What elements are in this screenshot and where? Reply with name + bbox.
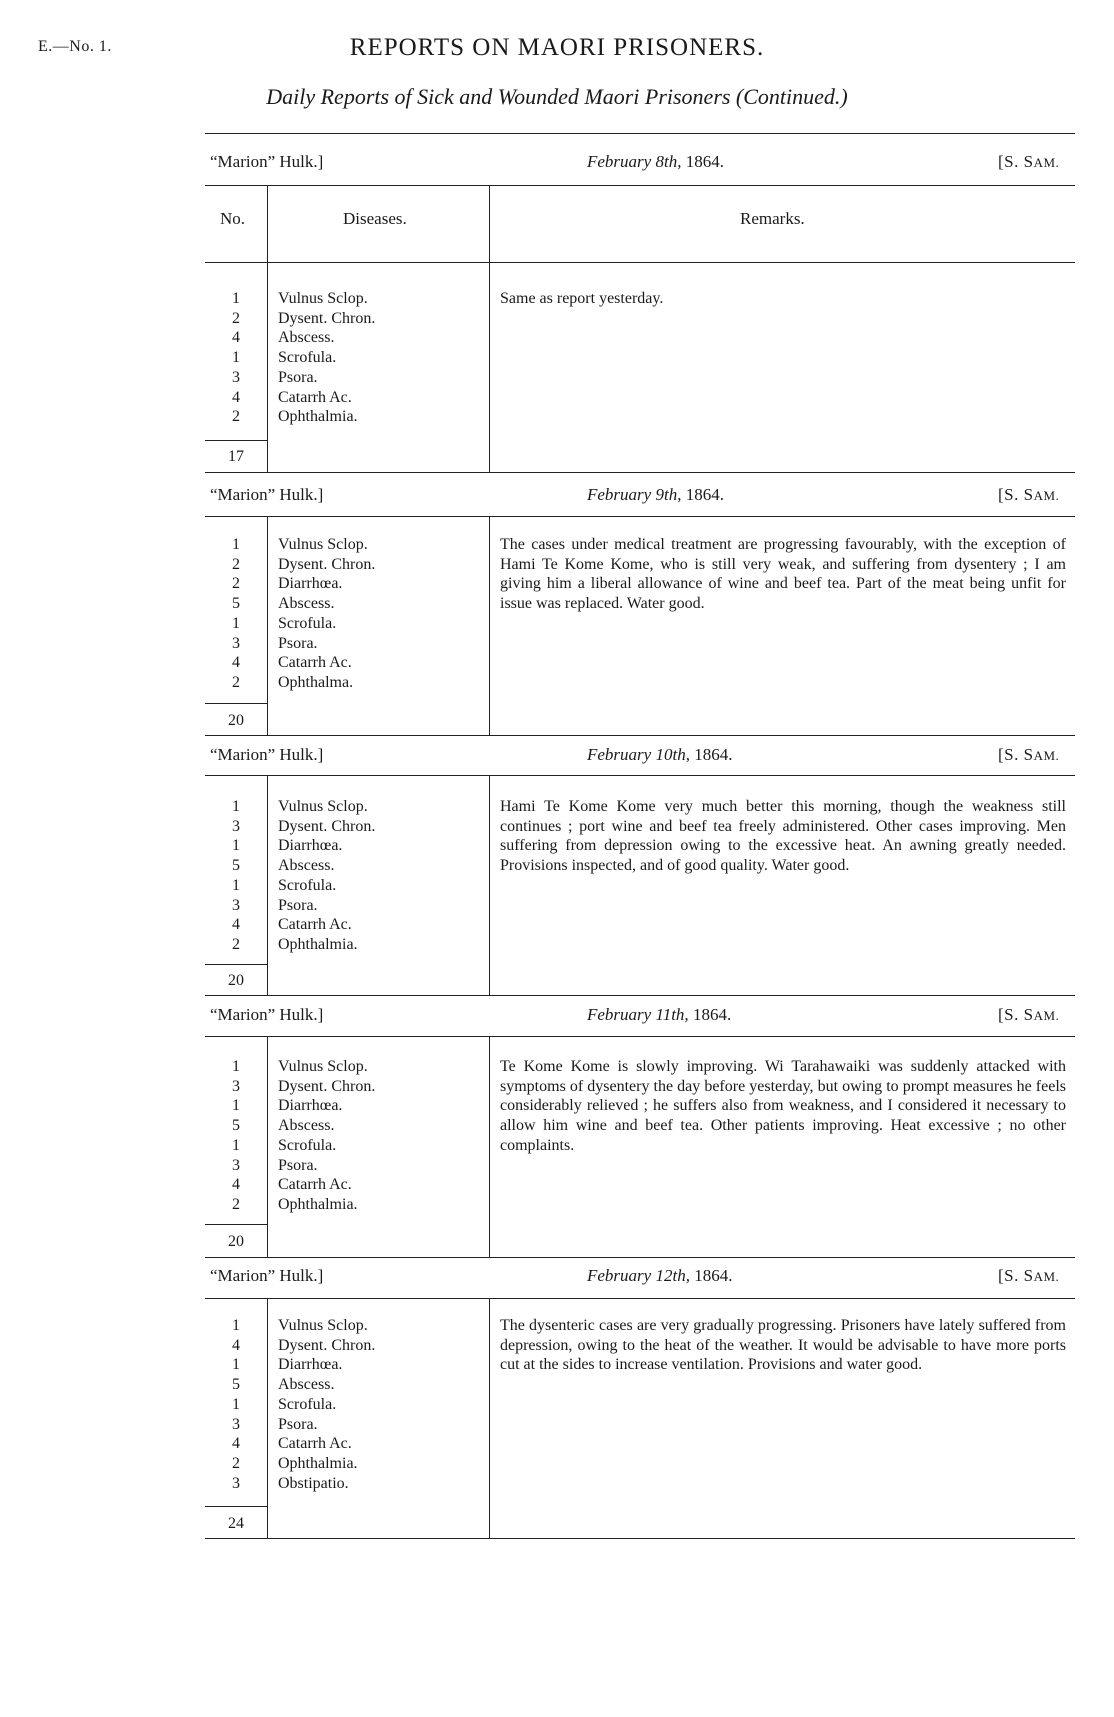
report-initials: [S. SAM.	[998, 1266, 1060, 1285]
bottom-rule	[205, 1538, 1075, 1539]
total-rule	[205, 1224, 267, 1225]
report-date: February 10th, 1864.	[587, 745, 733, 764]
date-rule	[205, 1036, 1075, 1037]
column-divider	[267, 1036, 268, 1257]
column-header-rule	[205, 262, 1075, 263]
column-divider	[489, 262, 490, 472]
page-subtitle: Daily Reports of Sick and Wounded Maori Prisoners (Continued.)	[266, 84, 848, 109]
total-rule	[205, 1506, 267, 1507]
section-rule	[205, 1257, 1075, 1258]
total-rule	[205, 440, 267, 441]
report-remarks: Te Kome Kome is slowly improving. Wi Tarahawaiki was suddenly attacked with symptoms of dysentery the day before yesterday, but owing to prompt measures he feels considerably relieved ; he suffers also from weakness, and I considered it necessary to allow him wine and beef tea. Other patients improving. Heat excessive ; no other complaints.	[500, 1058, 1066, 1154]
column-divider	[267, 775, 268, 995]
column-header-diseases: Diseases.	[343, 209, 407, 228]
report-initials: [S. SAM.	[998, 1005, 1060, 1024]
section-rule	[205, 995, 1075, 996]
column-divider	[489, 775, 490, 995]
report-remarks: Same as report yesterday.	[500, 290, 664, 307]
column-divider	[489, 185, 490, 262]
total-count: 24	[228, 1515, 244, 1532]
disease-list: Vulnus Sclop. Dysent. Chron. Diarrhœa. Abscess. Scrofula. Psora. Catarrh Ac. Ophthalmia.	[278, 798, 376, 953]
report-initials: [S. SAM.	[998, 485, 1060, 504]
total-count: 17	[228, 448, 244, 465]
column-divider	[267, 262, 268, 472]
column-divider	[489, 516, 490, 735]
report-ship: “Marion” Hulk.]	[210, 485, 324, 504]
column-divider	[489, 1298, 490, 1538]
top-rule	[205, 133, 1075, 134]
report-ship: “Marion” Hulk.]	[210, 152, 324, 171]
section-rule	[205, 472, 1075, 473]
total-rule	[205, 703, 267, 704]
page-title: REPORTS ON MAORI PRISONERS.	[349, 34, 765, 61]
total-rule	[205, 964, 267, 965]
column-header-no: No.	[220, 209, 246, 228]
disease-list: Vulnus Sclop. Dysent. Chron. Diarrhœa. Abscess. Scrofula. Psora. Catarrh Ac. Ophthalma.	[278, 536, 376, 691]
total-count: 20	[228, 712, 244, 729]
column-divider	[489, 1036, 490, 1257]
report-remarks: Hami Te Kome Kome very much better this morning, though the weakness still continues ; port wine and beef tea freely administered. Other cases improving. Men suffering from depression owing to the excessive heat. An awning greatly needed. Provisions inspected, and of good quality. Water good.	[500, 798, 1066, 875]
report-date: February 11th, 1864.	[587, 1005, 732, 1024]
case-numbers: 1 2 4 1 3 4 2	[232, 290, 240, 426]
report-initials: [S. SAM.	[998, 152, 1060, 171]
column-divider	[267, 1298, 268, 1538]
report-remarks: The cases under medical treatment are progressing favourably, with the exception of Hami Te Kome Kome, who is still very weak, and suffering from dysentery ; I am giving him a liberal allowance of wine and beef tea. Part of the meat being unfit for issue was replaced. Water good.	[500, 536, 1066, 613]
date-rule	[205, 516, 1075, 517]
case-numbers: 1 3 1 5 1 3 4 2	[232, 1058, 240, 1213]
case-numbers: 1 4 1 5 1 3 4 2 3	[232, 1317, 240, 1492]
section-rule	[205, 735, 1075, 736]
date-rule	[205, 1298, 1075, 1299]
report-date: February 12th, 1864.	[587, 1266, 733, 1285]
total-count: 20	[228, 1233, 244, 1250]
report-ship: “Marion” Hulk.]	[210, 1005, 324, 1024]
report-initials: [S. SAM.	[998, 745, 1060, 764]
case-numbers: 1 3 1 5 1 3 4 2	[232, 798, 240, 953]
report-date: February 8th, 1864.	[587, 152, 724, 171]
report-ship: “Marion” Hulk.]	[210, 1266, 324, 1285]
column-divider	[267, 516, 268, 735]
disease-list: Vulnus Sclop. Dysent. Chron. Diarrhœa. Abscess. Scrofula. Psora. Catarrh Ac. Ophthalmia. Obstipatio.	[278, 1317, 376, 1492]
date-rule	[205, 185, 1075, 186]
column-divider	[267, 185, 268, 262]
report-date: February 9th, 1864.	[587, 485, 724, 504]
date-rule	[205, 775, 1075, 776]
report-remarks: The dysenteric cases are very gradually progressing. Prisoners have lately suffered from depression, owing to the heat of the weather. It would be advisable to have more ports cut at the sides to increase ventilation. Provisions and water good.	[500, 1317, 1066, 1374]
case-numbers: 1 2 2 5 1 3 4 2	[232, 536, 240, 691]
report-ship: “Marion” Hulk.]	[210, 745, 324, 764]
total-count: 20	[228, 972, 244, 989]
disease-list: Vulnus Sclop. Dysent. Chron. Diarrhœa. Abscess. Scrofula. Psora. Catarrh Ac. Ophthalmia.	[278, 1058, 376, 1213]
column-header-remarks: Remarks.	[740, 209, 805, 228]
document-reference: E.—No. 1.	[38, 38, 112, 55]
disease-list: Vulnus Sclop. Dysent. Chron. Abscess. Scrofula. Psora. Catarrh Ac. Ophthalmia.	[278, 290, 376, 426]
